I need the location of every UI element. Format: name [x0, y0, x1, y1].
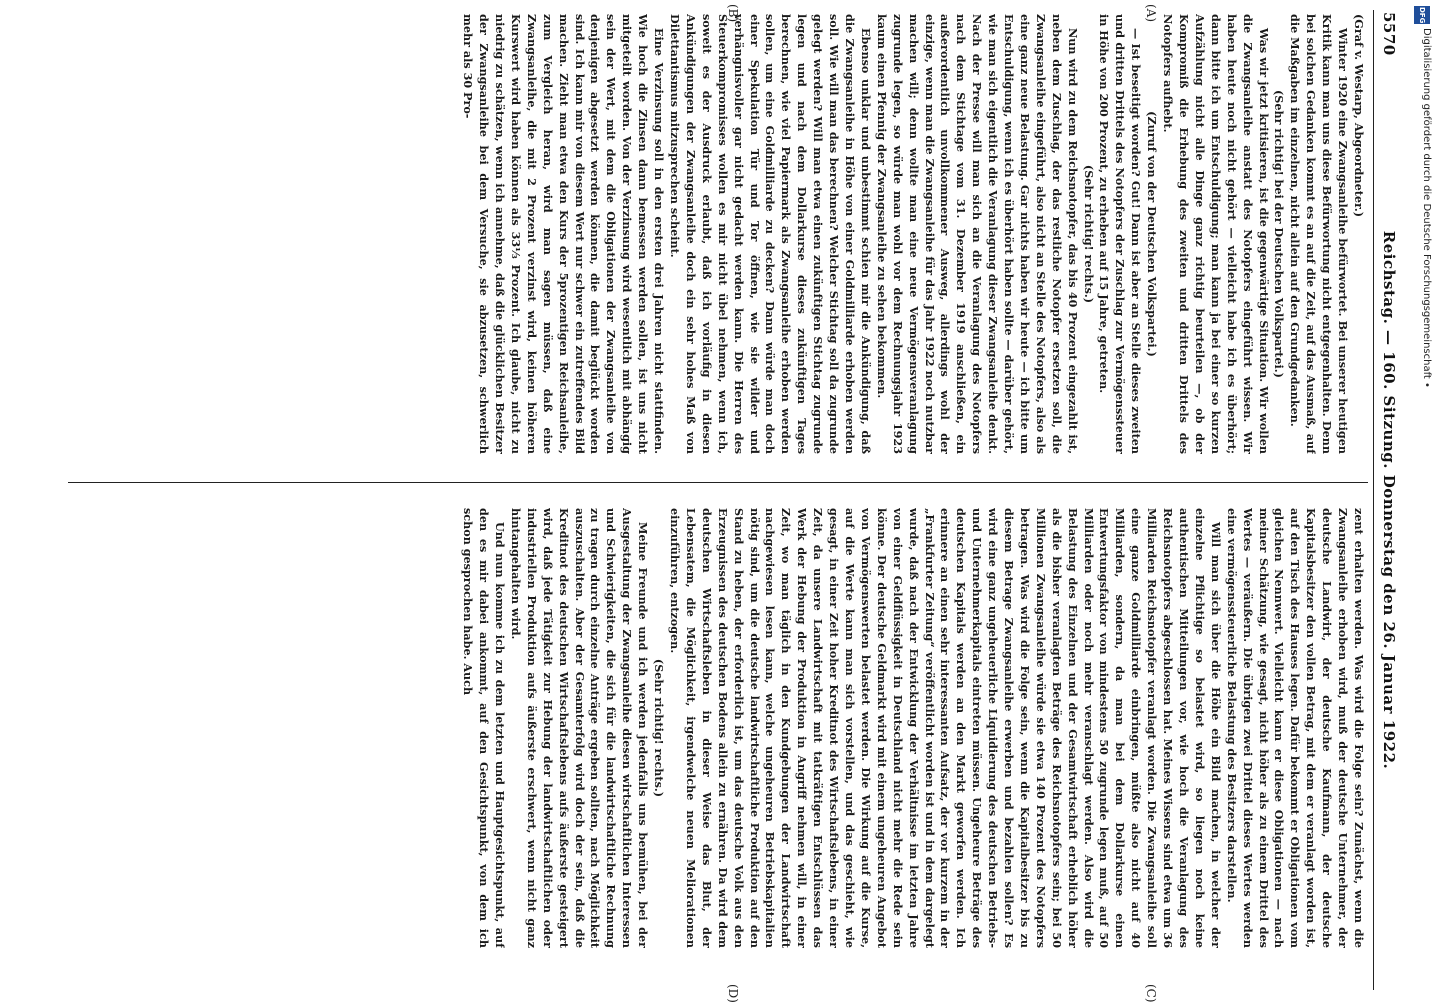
paragraph: Will man sich über die Höhe ein Bild machen, in welcher der einzelne Pflichtige so belastet wird, so liegen noch keine authentischen Mitteilungen vor, wie hoch die Veranlagung des Reichsnotopfers abgeschlossen hat. Meines Wissens sind etwa um 36 Milliarden Reichsnotopfer veranlagt worden. Die Zwangsanleihe soll eine ganze Goldmilliarde einbringen, müßte also nicht auf 40 Milliarden, sondern, da man bei dem Dollarkurse einen Entwertungsfaktor von mindestens 50 zugrunde legen muß, auf 50 Milliarden oder noch mehr veranschlagt werden. Also wird die Belastung des Einzelnen und der Gesamtwirtschaft erheblich höher als die bisher veranlagten Beträge des Reichsnotopfers sein; bei 50 Millionen Zwangsanleihe würde sie etwa 140 Prozent des Notopfers betragen. Was wird die Folge sein, wenn die Kapitalbesitzer bis zu diesem Betrage Zwangsanleihe erwerben und bezahlen sollen? Es wird eine ganz ungeheuerliche Liquidierung des deutschen Betriebs- und Unternehmerkapitals eintreten müssen. Ungeheure Beträge des deutschen Kapitals werden an den Markt geworfen werden. Ich erinnere an einen sehr interessanten Aufsatz, der vor kurzem in der „Frankfurter Zeitung“ veröffentlicht worden ist und in dem dargelegt wurde, daß nach der Entwicklung der Verhältnisse im letzten Jahre von einer Geldflüssigkeit in Deutschland nicht mehr die Rede sein könne. Der deutsche Geldmarkt wird mit einem ungeheuren Angebot von Vermögenswerten belastet werden. Die Wirkung auf die Kurse, auf die Werte kann man sich vorstellen, und das geschieht, wie gesagt, in einer Zeit hoher Kreditnot des Wirtschaftslebens, in einer Zeit, da unsere Landwirtschaft mit tatkräftigen Entschlüssen das Werk der Hebung der Produktion in Angriff nehmen will, in einer Zeit, wo man täglich in den Kundgebungen der Landwirtschaft nachgewiesen lesen kann, welche ungeheuren Betriebskapitalien nötig sind, um die deutsche landwirtschaftliche Produktion auf den Stand zu heben, der erforderlich ist, um das deutsche Volk aus den Erzeugnissen des deutschen Bodens allein zu ernähren. Da wird dem deutschen Wirtschaftsleben in dieser Weise das Blut, der Lebensatem, die Möglichkeit, irgendwelche neuen Meliorationen einzuführen, entzogen. [668, 508, 1223, 948]
page-header [1374, 12, 1400, 988]
page-title: Reichstag. — 160. Sitzung. Donnerstag den 26. Januar 1922. [1380, 230, 1398, 770]
interjection: (Sehr richtig! rechts.) [1081, 164, 1096, 304]
paragraph: Ebenso unklar und unbestimmt schien mir die Ankündigung, daß die Zwangsanleihe in Höhe von einer Goldmilliarde erhoben werden soll. Wie will man das berechnen? Welcher Stichtag soll da zugrunde gelegt werden? Will man etwa einen zukünftigen Stichtag zugrunde legen und nach dem Dollarkurse dieses zukünftigen Tages berechnen, wie viel Papiermark als Zwangsanleihe erhoben werden sollen, um eine Goldmilliarde zu decken? Dann würde man doch einer Spekulation Tür und Tor öffnen, wie sie wilder und verhängnisvoller gar nicht gedacht werden kann. Die Herren des Steuerkompromisses wollen es mir nicht übel nehmen, wenn ich, soweit es der Ausdruck erlaubt, daß ich vorläufig in diesen Ankündigungen der Zwangsanleihe doch ein sehr hohes Maß von Dilettantismus mitzusprechen scheint. [668, 14, 873, 454]
paragraph: Nun wird zu dem Reichsnotopfer, das bis 40 Prozent eingezahlt ist, neben dem Zuschlag, der das restliche Notopfer ersetzen soll, die Zwangsanleihe eingeführt, also nicht an Stelle des Notopfers, also als eine ganz neue Belastung. Gar nichts haben wir heute — ich bitte um Entschuldigung, wenn ich es überhört haben sollte — darüber gehört, wie man sich eigentlich die Veranlagung dieser Zwangsanleihe denkt. Nach der Presse will man sich an die Veranlagung des Notopfers nach dem Stichtage vom 31. Dezember 1919 anschließen, ein außerordentlich unvollkommener Ausweg, allerdings wohl der einzige, wenn man die Zwangsanleihe für das Jahr 1922 noch nutzbar machen will; denn wollte man eine neue Vermögensveranlagung zugrunde legen, so würde man wohl vor dem Rechnungsjahr 1923 kaum einen Pfennig der Zwangsanleihe zu sehen bekommen. [874, 14, 1080, 454]
margin-marker-a: (A) [1144, 4, 1158, 23]
paragraph: Was wir jetzt kritisieren, ist die gegenwärtige Situation. Wir wollen die Zwangsanleihe anstatt des Notopfers eingeführt wissen. Wir haben heute noch nicht gehört — vielleicht habe ich es überhört; dann bitte ich um Entschuldigung; man kann ja bei einer so kurzen Aufzählung nicht alle Dinge ganz richtig beurteilen —, ob der Kompromiß die Erhebung des zweiten und dritten Drittels des Notopfers aufhebt. [1161, 14, 1271, 454]
column-divider [68, 482, 1368, 483]
interjection: (Zuruf von der Deutschen Volkspartei.) [1145, 111, 1160, 357]
paragraph: zent erhalten werden. Was wird die Folge sein? Zunächst, wenn die Zwangsanleihe erhoben wird, muß der deutsche Unternehmer, der deutsche Landwirt, der deutsche Kaufmann, der deutsche Kapitalsbesitzer den vollen Betrag, mit dem er veranlagt worden ist, auf den Tisch des Hauses legen. Dafür bekommt er Obligationen vom gleichen Nennwert. Vielleicht kann er diese Obligationen — nach meiner Schätzung, wie gesagt, nicht höher als zu einem Drittel des Wertes — veräußern. Die übrigen zwei Drittel dieses Wertes werden eine vermögenssteuerliche Belastung des Besitzers darstellen. [1224, 508, 1366, 948]
document-page [56, 4, 1406, 1003]
paragraph: Eine Verzinsung soll in den ersten drei Jahren nicht stattfinden. Wie hoch die Zinsen dann bemessen werden sollen, ist uns nicht mitgeteilt worden. Von der Verzinsung wird wesentlich mit abhängig sein der Wert, mit dem die Obligationen der Zwangsanleihe von denjenigen abgesetzt werden können, die damit beglückt worden sind. Ich kann mir von diesem Wert nur schwer ein zutreffendes Bild machen. Zieht man etwa den Kurs der 5prozentigen Reichsanleihe, zum Vergleich heran, wird man sagen müssen, daß eine Zwangsanleihe, die mit 2 Prozent verzinst wird, keinen höheren Kurswert wird haben können als 33⅓ Prozent. Ich glaube, nicht zu niedrig zu schätzen, wenn ich annehme, daß die glücklichen Besitzer der Zwangsanleihe bei dem Versuche, sie abzusetzen, schwerlich mehr als 30 Pro- [461, 14, 667, 454]
paragraph: Meine Freunde und ich werden jedenfalls uns bemühen, bei der Ausgestaltung der Zwangsanleihe diesen wirtschaftlichen Interessen und Schwierigkeiten, die sich für die landwirtschaftliche Rechnung zu tragen durch einzelne Anträge ergeben sollten, nach Möglichkeit auszuschalten. Aber der Gesamterfolg wird doch der sein, daß die Kreditnot des deutschen Wirtschaftslebens aufs äußerste gesteigert wird, daß jede Tätigkeit zur Hebung der landwirtschaftlichen oder industriellen Produktion aufs äußerste erschwert, wenn nicht ganz hintangehalten wird. [508, 508, 651, 948]
page-number: 5570 [1380, 12, 1398, 56]
dfg-logo: DFG [1414, 6, 1430, 24]
paragraph: Und nun komme ich zu dem letzten und Hauptgesichtspunkt, auf den es mir dabei ankommt, auf den Gesichtspunkt, von dem ich schon gesprochen habe. Auch [461, 508, 508, 948]
margin-marker-c: (C) [1144, 984, 1158, 1003]
header-rule [1373, 10, 1374, 990]
margin-marker-d: (D) [726, 984, 740, 1003]
interjection: (Sehr richtig! rechts.) [652, 658, 667, 798]
right-column [66, 508, 1366, 948]
left-column [66, 14, 1366, 454]
digitization-credit: Digitalisierung gefördert durch die Deutsche Forschungsgemeinschaft • [1421, 28, 1432, 388]
paragraph: — Ist beseitigt worden? Gut! Dann ist aber an Stelle dieses zweiten und dritten Drittels des Notopfers der Zuschlag zur Vermögenssteuer in Höhe von 200 Prozent, zu erheben auf 15 Jahre, getreten. [1097, 14, 1144, 454]
margin-marker-b: (B) [726, 4, 740, 23]
paragraph: Winter 1920 eine Zwangsanleihe befürwortet. Bei unserer heutigen Kritik kann man uns diese Befürwortung nicht entgegenhalten. Denn bei solchen Gedanken kommt es an auf die Zeit, auf das Ausmaß, auf die Maßgaben im einzelnen, nicht allein auf den Grundgedanken. [1288, 14, 1351, 454]
speaker-line: (Graf v. Westarp, Abgeordneter.) [1352, 14, 1366, 218]
interjection: (Sehr richtig! bei der Deutschen Volkspartei.) [1272, 90, 1287, 378]
